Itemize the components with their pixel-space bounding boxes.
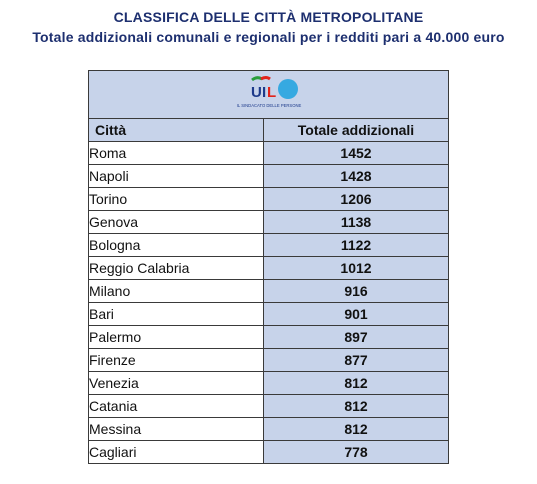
city-cell: Genova xyxy=(89,211,264,234)
svg-text:U: U xyxy=(250,84,262,101)
city-cell: Reggio Calabria xyxy=(89,257,264,280)
logo-row xyxy=(89,71,449,119)
table-row xyxy=(89,142,449,165)
total-cell: 1122 xyxy=(264,234,449,257)
page-subtitle: Totale addizionali comunali e regionali per i redditi pari a 40.000 euro xyxy=(32,29,505,45)
table-row xyxy=(89,234,449,257)
table-row xyxy=(89,257,449,280)
city-cell: Torino xyxy=(89,188,264,211)
total-cell: 812 xyxy=(264,372,449,395)
uil-logo xyxy=(224,71,314,112)
table-row xyxy=(89,280,449,303)
city-cell: Palermo xyxy=(89,326,264,349)
city-cell: Roma xyxy=(89,142,264,165)
table-row xyxy=(89,372,449,395)
page-title: CLASSIFICA DELLE CITTÀ METROPOLITANE xyxy=(113,9,424,25)
city-cell: Cagliari xyxy=(89,441,264,464)
table-row xyxy=(89,165,449,188)
city-cell: Napoli xyxy=(89,165,264,188)
total-cell: 877 xyxy=(264,349,449,372)
total-cell: 916 xyxy=(264,280,449,303)
column-header-total: Totale addizionali xyxy=(264,119,449,142)
city-cell: Firenze xyxy=(89,349,264,372)
total-cell: 812 xyxy=(264,418,449,441)
svg-text:IL SINDACATO DELLE PERSONE: IL SINDACATO DELLE PERSONE xyxy=(236,103,301,108)
svg-text:I: I xyxy=(261,84,266,101)
total-cell: 1428 xyxy=(264,165,449,188)
table-row xyxy=(89,303,449,326)
table-row xyxy=(89,211,449,234)
total-cell: 1012 xyxy=(264,257,449,280)
column-header-city: Città xyxy=(89,119,264,142)
table-row xyxy=(89,441,449,464)
table-body xyxy=(89,142,449,464)
total-cell: 1138 xyxy=(264,211,449,234)
table-row xyxy=(89,395,449,418)
table-row xyxy=(89,188,449,211)
table-row xyxy=(89,326,449,349)
total-cell: 1206 xyxy=(264,188,449,211)
total-cell: 901 xyxy=(264,303,449,326)
logo-cell xyxy=(89,71,449,119)
table-row xyxy=(89,349,449,372)
total-cell: 1452 xyxy=(264,142,449,165)
city-cell: Bologna xyxy=(89,234,264,257)
table-row xyxy=(89,418,449,441)
city-cell: Bari xyxy=(89,303,264,326)
city-cell: Catania xyxy=(89,395,264,418)
city-cell: Venezia xyxy=(89,372,264,395)
total-cell: 812 xyxy=(264,395,449,418)
uil-logo-icon xyxy=(224,71,314,112)
ranking-table xyxy=(88,70,449,464)
city-cell: Messina xyxy=(89,418,264,441)
total-cell: 897 xyxy=(264,326,449,349)
table-header xyxy=(89,119,449,142)
svg-text:L: L xyxy=(266,84,276,101)
total-cell: 778 xyxy=(264,441,449,464)
city-cell: Milano xyxy=(89,280,264,303)
